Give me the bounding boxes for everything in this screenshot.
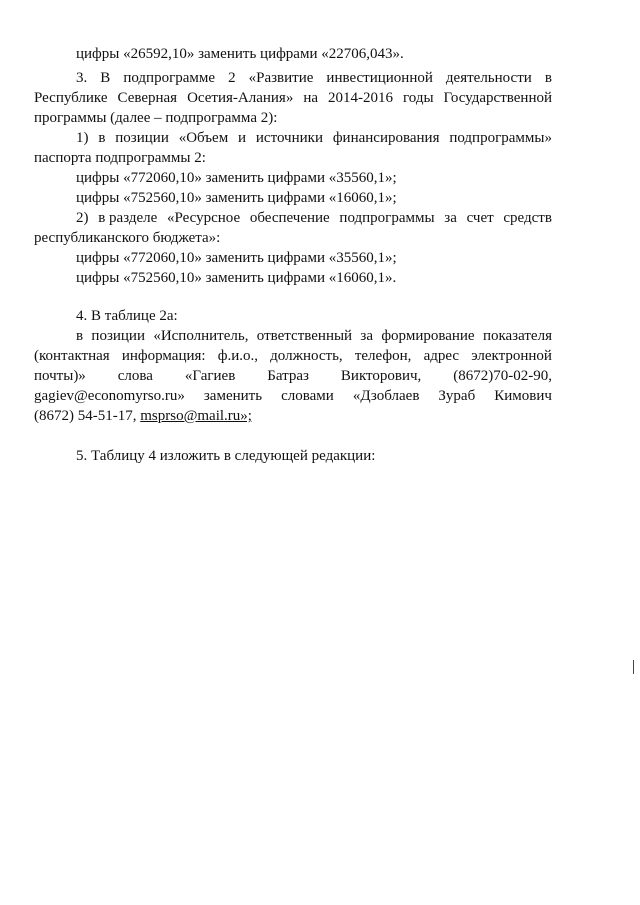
- text-line-4: программы (далее – подпрограмма 2):: [34, 110, 278, 126]
- text-line-16: почты)» слова «Гагиев Батраз Викторович, (8672)70-02-90,: [34, 368, 552, 384]
- text-line-18: (8672) 54-51-17, msprso@mail.ru»;: [34, 408, 252, 424]
- text-line-19: 5. Таблицу 4 изложить в следующей редакции:: [76, 448, 376, 464]
- text-line-5: 1) в позиции «Объем и источники финансирования подпрограммы»: [76, 130, 552, 146]
- text-line-8: цифры «752560,10» заменить цифрами «16060,1»;: [76, 190, 397, 206]
- email-link[interactable]: msprso@mail.ru»;: [140, 408, 252, 424]
- text-line-10: республиканского бюджета»:: [34, 230, 221, 246]
- page-edge-mark: [633, 660, 634, 674]
- text-line-15: (контактная информация: ф.и.о., должность, телефон, адрес электронной: [34, 348, 552, 364]
- text-line-2: 3. В подпрограмме 2 «Развитие инвестиционной деятельности в: [76, 70, 552, 86]
- text-line-9: 2) в разделе «Ресурсное обеспечение подпрограммы за счет средств: [76, 210, 552, 226]
- text-line-3: Республике Северная Осетия-Алания» на 2014-2016 годы Государственной: [34, 90, 552, 106]
- text-line-7: цифры «772060,10» заменить цифрами «35560,1»;: [76, 170, 397, 186]
- text-line-13: 4. В таблице 2а:: [76, 308, 178, 324]
- text-line-1: цифры «26592,10» заменить цифрами «22706,043».: [76, 46, 404, 62]
- text-line-17: gagiev@economyrso.ru» заменить словами «Дзоблаев Зураб Кимович: [34, 388, 552, 404]
- text-line-11: цифры «772060,10» заменить цифрами «35560,1»;: [76, 250, 397, 266]
- text-line-6: паспорта подпрограммы 2:: [34, 150, 206, 166]
- text-line-12: цифры «752560,10» заменить цифрами «16060,1».: [76, 270, 397, 286]
- text-line-14: в позиции «Исполнитель, ответственный за формирование показателя: [76, 328, 552, 344]
